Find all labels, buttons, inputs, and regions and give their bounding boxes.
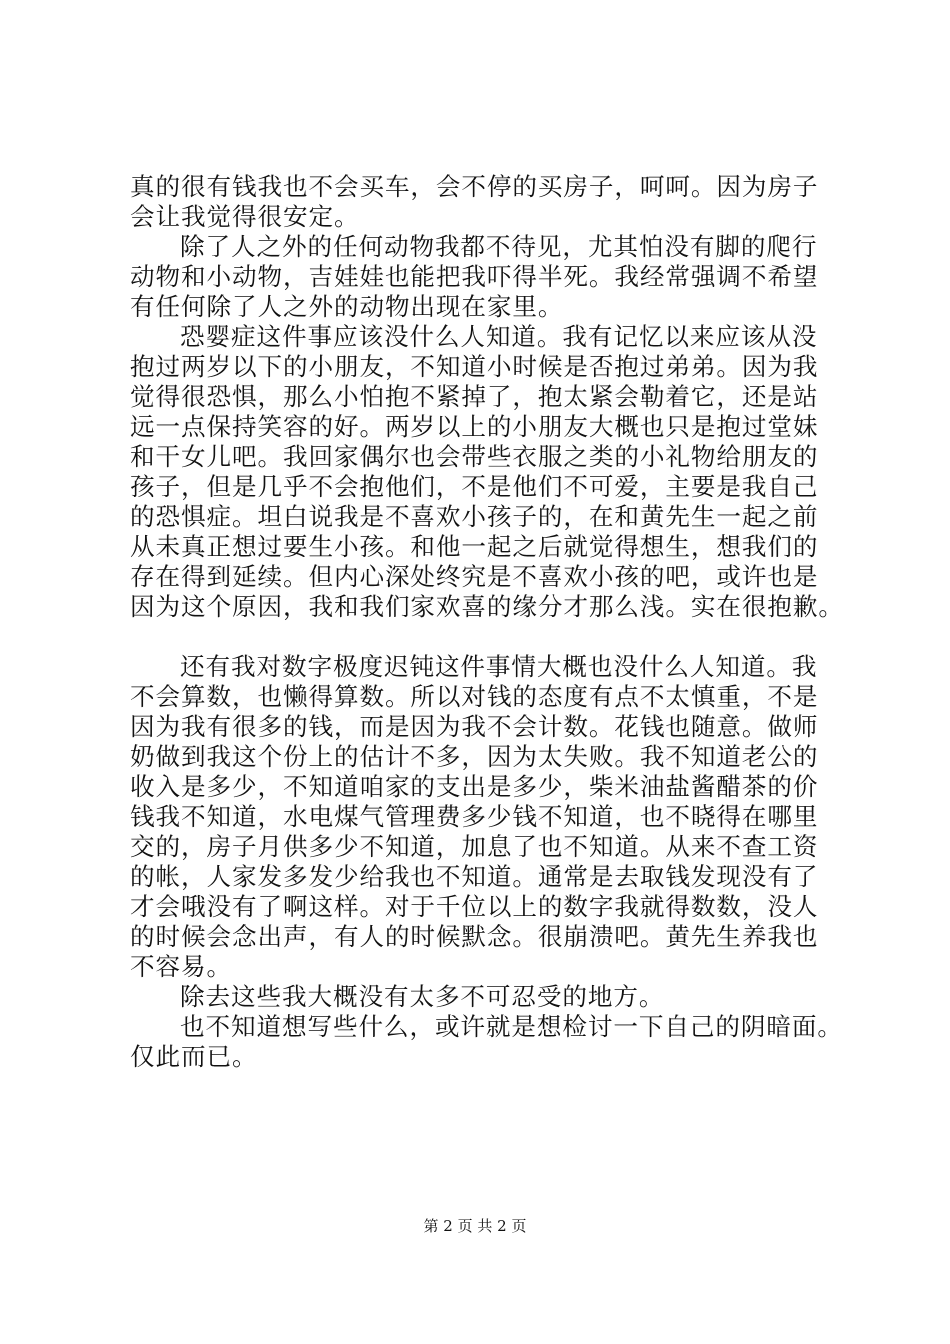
document-body xyxy=(130,172,850,1072)
text-line: 的恐惧症。坦白说我是不喜欢小孩子的，在和黄先生一起之前 xyxy=(130,502,819,531)
text-line: 会让我觉得很安定。 xyxy=(130,202,360,231)
text-line: 才会哦没有了啊这样。对于千位以上的数字我就得数数，没人 xyxy=(130,892,819,921)
text-line: 动物和小动物，吉娃娃也能把我吓得半死。我经常强调不希望 xyxy=(130,262,819,291)
text-line: 仅此而已。 xyxy=(130,1042,258,1071)
text-line: 奶做到我这个份上的估计不多，因为太失败。我不知道老公的 xyxy=(130,742,819,771)
text-line: 还有我对数字极度迟钝这件事情大概也没什么人知道。我 xyxy=(180,652,818,681)
text-line: 交的，房子月供多少不知道，加息了也不知道。从来不查工资 xyxy=(130,832,819,861)
text-line: 除去这些我大概没有太多不可忍受的地方。 xyxy=(180,982,665,1011)
text-line: 远一点保持笑容的好。两岁以上的小朋友大概也只是抱过堂妹 xyxy=(130,412,819,441)
text-line: 因为这个原因，我和我们家欢喜的缘分才那么浅。实在很抱歉。 xyxy=(130,592,844,621)
text-line: 不容易。 xyxy=(130,952,232,981)
text-line: 的帐，人家发多发少给我也不知道。通常是去取钱发现没有了 xyxy=(130,862,819,891)
text-line: 不会算数，也懒得算数。所以对钱的态度有点不太慎重，不是 xyxy=(130,682,819,711)
text-line: 因为我有很多的钱，而是因为我不会计数。花钱也随意。做师 xyxy=(130,712,819,741)
text-line: 从未真正想过要生小孩。和他一起之后就觉得想生，想我们的 xyxy=(130,532,819,561)
text-line: 的时候会念出声，有人的时候默念。很崩溃吧。黄先生养我也 xyxy=(130,922,819,951)
text-line: 收入是多少，不知道咱家的支出是多少，柴米油盐酱醋茶的价 xyxy=(130,772,819,801)
text-line: 除了人之外的任何动物我都不待见，尤其怕没有脚的爬行 xyxy=(180,232,818,261)
text-line: 真的很有钱我也不会买车，会不停的买房子，呵呵。因为房子 xyxy=(130,172,819,201)
page-footer: 第 2 页 共 2 页 xyxy=(423,1217,527,1235)
text-line: 孩子，但是几乎不会抱他们，不是他们不可爱，主要是我自己 xyxy=(130,472,819,501)
text-line: 抱过两岁以下的小朋友，不知道小时候是否抱过弟弟。因为我 xyxy=(130,352,819,381)
text-line: 和干女儿吧。我回家偶尔也会带些衣服之类的小礼物给朋友的 xyxy=(130,442,819,471)
text-line: 觉得很恐惧，那么小怕抱不紧掉了，抱太紧会勒着它，还是站 xyxy=(130,382,819,411)
text-line: 有任何除了人之外的动物出现在家里。 xyxy=(130,292,564,321)
text-line: 钱我不知道，水电煤气管理费多少钱不知道，也不晓得在哪里 xyxy=(130,802,819,831)
text-line: 存在得到延续。但内心深处终究是不喜欢小孩的吧，或许也是 xyxy=(130,562,819,591)
blank-line xyxy=(130,622,850,652)
text-line: 恐婴症这件事应该没什么人知道。我有记忆以来应该从没 xyxy=(180,322,818,351)
text-line: 也不知道想写些什么，或许就是想检讨一下自己的阴暗面。 xyxy=(180,1012,843,1041)
